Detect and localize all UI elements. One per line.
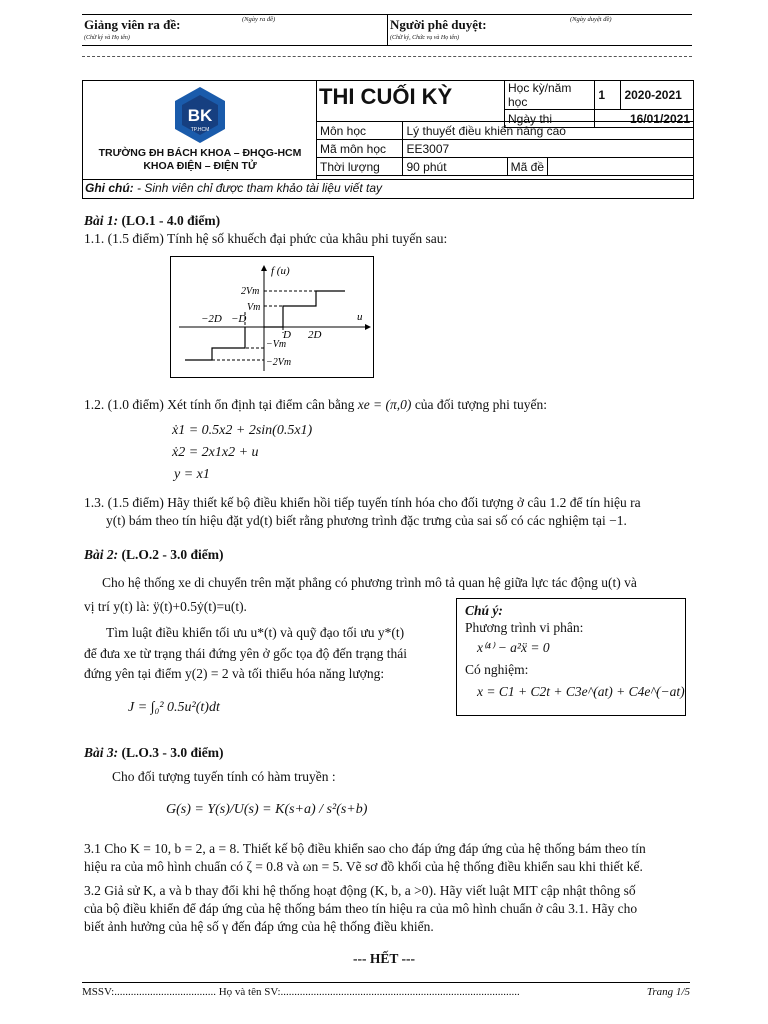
bai2-line5: đứng yên tại điểm y(2) = 2 và tối thiểu hóa năng lượng:: [84, 666, 385, 681]
subject-value: Lý thuyết điều khiển nâng cao: [403, 122, 693, 140]
duration-label: Thời lượng: [317, 158, 403, 176]
hint-line2: Có nghiệm:: [465, 662, 529, 677]
exam-code-value: [548, 158, 693, 176]
end-marker: --- HẾT ---: [353, 951, 415, 966]
date-label: Ngày thi: [505, 110, 595, 128]
year-value: 2020-2021: [621, 81, 693, 110]
fig-fu: f (u): [271, 265, 290, 277]
hint-title: Chú ý:: [465, 603, 503, 618]
note-row: [85, 181, 382, 195]
q12-eq1: ẋ1 = 0.5x2 + 2sin(0.5x1): [172, 423, 313, 438]
note-label: Ghi chú:: [85, 181, 134, 195]
fig-Vm: Vm: [247, 302, 261, 313]
nonlinearity-figure: [170, 256, 374, 378]
q12-text: [84, 396, 547, 414]
fig-u: u: [357, 311, 363, 323]
fig-D: D: [283, 329, 291, 341]
note-text: - Sinh viên chỉ được tham khảo tài liệu viết tay: [137, 181, 382, 195]
bai2-title: Bài 2:: [84, 547, 119, 562]
hint-line1: Phương trình vi phân:: [465, 620, 584, 635]
bai1-lo: (LO.1 - 4.0 điểm): [121, 213, 221, 228]
bai2-heading: [84, 546, 224, 564]
fig-negD: −D: [231, 313, 247, 325]
q32-line1: 3.2 Giả sử K, a và b thay đổi khi hệ thống hoạt động (K, b, a >0). Hãy viết luật MIT cập nhật thông số: [84, 883, 636, 898]
bai3-title: Bài 3:: [84, 745, 119, 760]
footer: MSSV:..................................... Họ và tên SV:....................................................................................... Trang 1/5: [82, 986, 690, 998]
fig-negVm: −Vm: [266, 339, 287, 350]
exam-title: THI CUỐI KỲ: [319, 84, 453, 109]
exam-header: [82, 80, 694, 199]
date-value: 16/01/2021: [595, 110, 693, 128]
lecturer-sign-hint: (Chữ ký và Họ tên): [84, 35, 130, 41]
q32-line3: biết ảnh hưởng của hệ số γ đến đáp ứng của hệ thống điều khiển.: [84, 919, 434, 934]
approver-label: Người phê duyệt:: [390, 17, 487, 32]
q12-eq3: y = x1: [174, 467, 210, 482]
bai2-J: J = ∫₀² 0.5u²(t)dt: [128, 700, 220, 715]
code-label: Mã môn học: [317, 140, 403, 158]
logo-text: BK: [187, 106, 213, 125]
code-value: EE3007: [403, 140, 693, 158]
hint-eq1: x⁽⁴⁾ − a²ẍ = 0: [477, 640, 550, 655]
faculty-name: KHOA ĐIỆN – ĐIỆN TỬ: [143, 160, 257, 172]
dashed-rule: [82, 56, 692, 57]
q13-line1: 1.3. (1.5 điểm) Hãy thiết kế bộ điều khiển hồi tiếp tuyến tính hóa cho đối tượng ở câu 1.2 để tín hiệu ra: [84, 495, 641, 510]
bai2-lo: (L.O.2 - 3.0 điểm): [121, 547, 224, 562]
bai3-heading: [84, 744, 224, 762]
footer-name: Họ và tên SV:: [218, 986, 281, 998]
fig-neg2D: −2D: [201, 313, 222, 325]
fig-2Vm: 2Vm: [241, 286, 260, 297]
fig-2D: 2D: [308, 329, 322, 341]
logo-sub: TP.HCM: [190, 127, 210, 133]
exam-code-label: Mã đề: [507, 158, 548, 176]
q12-post: của đối tượng phi tuyến:: [414, 397, 547, 412]
q31-line2: hiệu ra của mô hình chuẩn có ζ = 0.8 và ωn = 5. Vẽ sơ đồ khối của hệ thống điều khiển sau khi thiết kế.: [84, 859, 643, 874]
q32-line2: của bộ điều khiển để đáp ứng của hệ thống bám theo tín hiệu ra của mô hình chuẩn ở câu 3.1. Hãy cho: [84, 901, 638, 916]
fig-neg2Vm: −2Vm: [266, 357, 292, 368]
school-name: TRƯỜNG ĐH BÁCH KHOA – ĐHQG-HCM: [98, 147, 302, 159]
school-logo: [171, 85, 229, 145]
bai3-intro: Cho đối tượng tuyến tính có hàm truyền :: [112, 769, 336, 784]
approver-sign-hint: (Chữ ký, Chức vụ và Họ tên): [390, 35, 460, 41]
hint-box: [456, 598, 686, 716]
semester-label: Học kỳ/năm học: [505, 81, 595, 110]
q13-line2: y(t) bám theo tín hiệu đặt yd(t) biết rằng phương trình đặc trưng của sai số có các nghiệm tại −1.: [106, 513, 627, 528]
footer-page: Trang 1/5: [646, 986, 690, 998]
approve-date-hint: (Ngày duyệt đề): [570, 16, 612, 23]
q31-line1: 3.1 Cho K = 10, b = 2, a = 8. Thiết kế bộ điều khiển sao cho đáp ứng đáp ứng của hệ thống bám theo tín: [84, 841, 646, 856]
hint-eq2: x = C1 + C2t + C3e^(at) + C4e^(−at): [477, 684, 685, 699]
bai2-line4: để đưa xe từ trạng thái đứng yên ở gốc tọa độ đến trạng thái: [84, 646, 407, 661]
top-signature-strip: [82, 14, 692, 46]
bai2-line1: Cho hệ thống xe di chuyển trên mặt phẳng có phương trình mô tả quan hệ giữa lực tác động u(t) và: [102, 575, 637, 590]
q12-eq: xe = (π,0): [357, 397, 412, 412]
q12-eq2: ẋ2 = 2x1x2 + u: [172, 445, 259, 460]
bai1-title: Bài 1:: [84, 213, 119, 228]
footer-mssv: MSSV:: [82, 986, 115, 998]
semester-value: 1: [595, 81, 621, 110]
subject-table: [316, 121, 693, 176]
lecturer-label: Giảng viên ra đề:: [84, 17, 181, 32]
q11-text: 1.1. (1.5 điểm) Tính hệ số khuếch đại phức của khâu phi tuyến sau:: [84, 231, 448, 246]
duration-value: 90 phút: [403, 158, 507, 176]
bai3-lo: (L.O.3 - 3.0 điểm): [121, 745, 224, 760]
q12-pre: 1.2. (1.0 điểm) Xét tính ổn định tại điểm cân bằng: [84, 397, 355, 412]
subject-label: Môn học: [317, 122, 403, 140]
bai1-heading: [84, 212, 220, 230]
bai2-line3: Tìm luật điều khiển tối ưu u*(t) và quỹ đạo tối ưu y*(t): [106, 625, 405, 640]
bai3-G: G(s) = Y(s)/U(s) = K(s+a) / s²(s+b): [166, 802, 368, 817]
date-hint: (Ngày ra đề): [242, 16, 276, 23]
bai2-line2: vị trí y(t) là: ÿ(t)+0.5ẏ(t)=u(t).: [84, 599, 247, 614]
